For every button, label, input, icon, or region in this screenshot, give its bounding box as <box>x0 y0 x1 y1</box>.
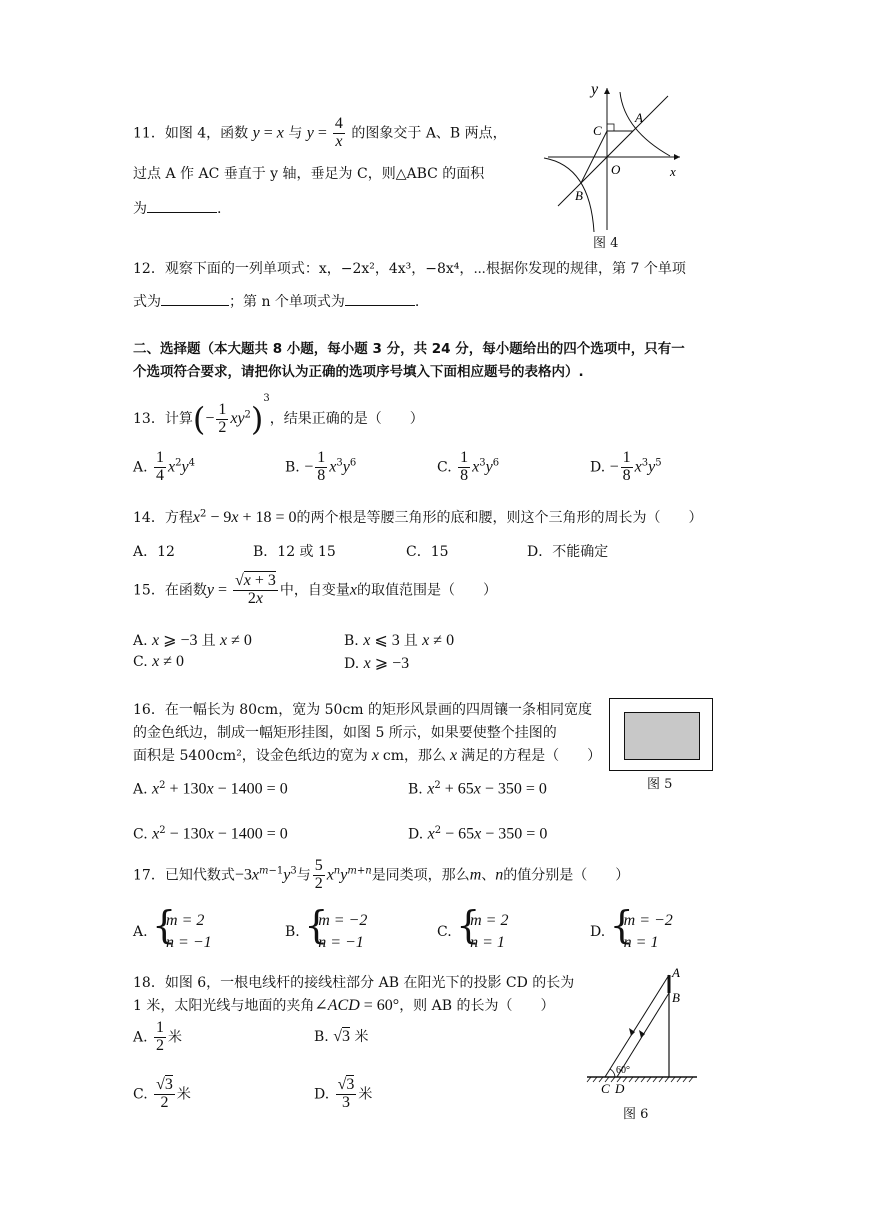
q13-text-b: ，结果正确的是（ ） <box>269 411 424 427</box>
q16-option-d[interactable]: D. $x^2 - 65x - 350 = 0$ <box>408 825 548 843</box>
q16-line2: 的金色纸边，制成一幅矩形挂图，如图 5 所示，如果要使整个挂图的 <box>133 725 557 741</box>
q16-text-b: cm，那么 <box>382 748 447 764</box>
q18-option-b[interactable]: B. √3 米 <box>314 1028 369 1045</box>
fig5-caption: 图 5 <box>647 777 673 792</box>
section2-heading-line2: 个选项符合要求，请把你认为正确的选项序号填入下面相应题号的表格内）. <box>133 364 584 380</box>
q13-option-b[interactable]: B. − $\frac{1}{8}$ $x^3y^6$ <box>285 449 357 484</box>
section2-heading-line1: 二、选择题（本大题共 8 小题，每小题 3 分，共 24 分，每小题给出的四个选项中，只有一 <box>133 341 685 357</box>
q16-option-a[interactable]: A. $x^2 + 130x - 1400 = 0$ <box>133 780 288 798</box>
q18-option-a[interactable]: A. $\frac{1}{2}$ 米 <box>133 1019 183 1054</box>
q18-text-a: 1 米，太阳光线与地面的夹角 <box>133 998 315 1014</box>
q18-line2: 1 米，太阳光线与地面的夹角∠ACD = 60°，则 AB 的长为（ ） <box>133 997 555 1014</box>
q17-option-c[interactable]: C. { m = 2 n = 1 <box>437 903 509 951</box>
q14-option-b[interactable]: B．12 或 15 <box>253 544 336 560</box>
q18-text-b: ，则 AB 的长为（ ） <box>399 998 555 1014</box>
q15-text-a: 15．在函数 <box>133 582 207 599</box>
q14-text-b: 的两个根是等腰三角形的底和腰，则这个三角形的周长为（ ） <box>296 510 703 526</box>
fig6-ray-a <box>605 975 669 1077</box>
q16-text-a: 面积是 5400cm²，设金色纸边的宽为 <box>133 748 368 764</box>
q16-option-b[interactable]: B. $x^2 + 65x - 350 = 0$ <box>408 780 547 798</box>
q14-option-a[interactable]: A．12 <box>133 544 175 560</box>
q17-text-c: 是同类项，那么 <box>371 867 470 884</box>
figure-6 <box>585 965 705 1095</box>
q14-stem: 14．方程$x^2 - 9x + 18 = 0$的两个根是等腰三角形的底和腰，则这个三角形的周长为（ ） <box>133 508 703 526</box>
fig6-caption: 图 6 <box>623 1107 649 1122</box>
fig4-label-o: O <box>611 162 621 177</box>
q13-option-c[interactable]: C. $\frac{1}{8}$ $x^3y^6$ <box>437 449 500 484</box>
q12-text-b: ；第 n 个单项式为 <box>229 294 345 310</box>
q12-line1: 12．观察下面的一列单项式：x，−2x²，4x³，−8x⁴，⋯根据你发现的规律，第 7 个单项 <box>133 261 686 277</box>
q14-text-a: 14．方程 <box>133 510 193 526</box>
q16-text-c: 满足的方程是（ ） <box>461 748 602 764</box>
q12-blank-nth[interactable] <box>345 291 415 306</box>
q13-option-a[interactable]: A. $\frac{1}{4}$ $x^2y^4$ <box>133 449 195 484</box>
fig6-label-b: B <box>672 990 680 1005</box>
fig6-label-d: D <box>615 1081 625 1095</box>
q11-text-line3: 为 <box>133 201 147 217</box>
q13-stem: 13．计算(− $\frac{1}{2}$ $xy^2)^3$，结果正确的是（ ） <box>133 393 424 438</box>
fig4-caption: 图 4 <box>593 236 619 251</box>
q17-text-b: 与 <box>296 867 311 884</box>
q12-text-a: 式为 <box>133 294 161 310</box>
q11-text-a: 11．如图 4，函数 <box>133 125 249 142</box>
fig6-label-a: A <box>672 965 680 980</box>
q15-option-a[interactable]: A. x ⩾ −3 且 x ≠ 0 <box>133 632 252 649</box>
q18-option-c[interactable]: C. $\frac{√3}{2}$ 米 <box>133 1076 191 1111</box>
q11-line1: 11．如图 4，函数 y = x 与 y = $\frac{4}{x}$ 的图象交于 A、B 两点， <box>133 115 507 150</box>
figure-5-frame <box>609 698 713 771</box>
q13-option-d[interactable]: D. − $\frac{1}{8}$ $x^3y^5$ <box>590 449 662 484</box>
figure-5-painting <box>624 712 700 760</box>
figure-4 <box>540 80 690 245</box>
fig6-label-c: C <box>601 1081 610 1095</box>
q18-line1: 18．如图 6，一根电线杆的接线柱部分 AB 在阳光下的投影 CD 的长为 <box>133 975 575 991</box>
q11-text-c: 的图象交于 A、B 两点， <box>351 125 507 142</box>
q17-option-d[interactable]: D. { m = −2 n = 1 <box>590 903 673 951</box>
fig4-label-b: B <box>575 188 583 203</box>
q18-option-d[interactable]: D. $\frac{√3}{3}$ 米 <box>314 1076 373 1111</box>
fig4-label-c: C <box>593 123 602 138</box>
q16-line1: 16．在一幅长为 80cm，宽为 50cm 的矩形风景画的四周镶一条相同宽度 <box>133 702 593 718</box>
q15-option-b[interactable]: B. x ⩽ 3 且 x ≠ 0 <box>344 632 455 649</box>
q11-line3: 为 . <box>133 198 221 218</box>
q17-stem: 17．已知代数式$-3x^{m-1}y^3$与 $\frac{5}{2}$ $x^ny^{m+n}$是同类项，那么m、n的值分别是（ ） <box>133 857 630 892</box>
q12-line2 <box>133 291 419 311</box>
fig4-label-a: A <box>635 110 643 125</box>
fig4-label-x: x <box>670 164 676 179</box>
q17-option-b[interactable]: B. { m = −2 n = −1 <box>285 903 368 951</box>
q17-text-d: 的值分别是（ ） <box>503 867 630 884</box>
q15-text-b: 中，自变量 <box>279 582 350 599</box>
q16-option-c[interactable]: C. $x^2 - 130x - 1400 = 0$ <box>133 825 288 843</box>
q11-line2: 过点 A 作 AC 垂直于 y 轴，垂足为 C，则△ABC 的面积 <box>133 166 485 182</box>
q14-option-d[interactable]: D．不能确定 <box>527 544 609 560</box>
q12-blank-7th[interactable] <box>161 291 229 306</box>
q11-text-b: 与 <box>288 125 303 142</box>
fig6-angle-label: 60° <box>616 1065 630 1076</box>
q17-option-a[interactable]: A. { m = 2 n = −1 <box>133 903 212 951</box>
q14-option-c[interactable]: C．15 <box>406 544 449 560</box>
fig4-label-y: y <box>591 81 599 98</box>
q16-line3: 面积是 5400cm²，设金色纸边的宽为 x cm，那么 x 满足的方程是（ ） <box>133 747 602 764</box>
q11-answer-blank[interactable] <box>147 198 217 213</box>
q13-text-a: 13．计算 <box>133 411 193 427</box>
q15-option-c[interactable]: C. x ≠ 0 <box>133 653 185 670</box>
q15-stem: 15．在函数y = $\frac{√x + 3}{2x}$ 中，自变量x的取值范围是（ ） <box>133 572 497 607</box>
q15-text-c: 的取值范围是（ ） <box>357 582 497 599</box>
q17-text-a: 17．已知代数式 <box>133 867 235 884</box>
q15-option-d[interactable]: D. x ⩾ −3 <box>344 655 410 672</box>
q12-text-c: . <box>414 294 420 310</box>
